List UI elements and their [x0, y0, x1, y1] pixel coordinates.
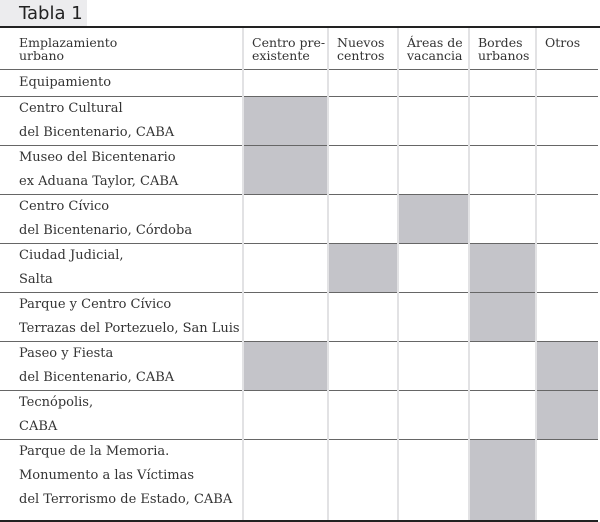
column-header-line: existente: [252, 48, 310, 63]
site-name-line: del Bicentenario, CABA: [19, 370, 175, 385]
site-name: [0, 146, 243, 195]
category-cell: [243, 244, 328, 293]
category-cell-marked: [243, 146, 328, 195]
site-name: [0, 195, 243, 244]
table-row: [0, 97, 598, 146]
site-name-line: CABA: [19, 419, 58, 434]
category-cell-marked: [243, 342, 328, 391]
category-cell: [398, 391, 469, 440]
category-cell: [243, 391, 328, 440]
site-name-line: Museo del Bicentenario: [19, 150, 176, 165]
site-name-line: Paseo y Fiesta: [19, 346, 114, 361]
site-name-line: Monumento a las Víctimas: [19, 468, 195, 483]
data-table: [0, 28, 598, 522]
category-cell-marked: [536, 391, 598, 440]
site-name-line: Tecnópolis,: [19, 395, 94, 410]
category-cell-marked: [536, 342, 598, 391]
category-cell: [536, 440, 598, 522]
column-header-line: Centro pre-: [252, 35, 326, 50]
site-name: [0, 293, 243, 342]
category-cell: [328, 97, 398, 146]
category-cell: [398, 293, 469, 342]
category-cell: [536, 293, 598, 342]
category-cell: [328, 342, 398, 391]
category-cell-marked: [398, 195, 469, 244]
site-name-line: del Bicentenario, CABA: [19, 125, 175, 140]
column-header-line: Otros: [545, 35, 581, 50]
column-header-line: urbanos: [478, 48, 530, 63]
category-cell: [243, 195, 328, 244]
site-name-line: del Bicentenario, Córdoba: [19, 223, 193, 238]
category-cell: [469, 146, 536, 195]
table-row: [0, 293, 598, 342]
table-row: [0, 244, 598, 293]
column-header-line: centros: [337, 48, 385, 63]
site-name: [0, 244, 243, 293]
site-name: [0, 440, 243, 522]
category-cell: [243, 440, 328, 522]
site-name-line: Parque de la Memoria.: [19, 444, 170, 459]
section-row: [0, 70, 598, 97]
site-name-line: Salta: [19, 272, 53, 287]
column-header-line: vacancia: [407, 48, 463, 63]
column-header-line: urbano: [19, 48, 65, 63]
header-row: [0, 28, 598, 70]
category-cell: [398, 97, 469, 146]
site-name-line: Centro Cívico: [19, 199, 110, 214]
site-name: [0, 391, 243, 440]
site-name: [0, 97, 243, 146]
site-name-line: ex Aduana Taylor, CABA: [19, 174, 179, 189]
column-header: [398, 28, 469, 70]
category-cell: [536, 195, 598, 244]
category-cell: [398, 440, 469, 522]
site-name: [0, 342, 243, 391]
category-cell: [328, 293, 398, 342]
table-row: [0, 342, 598, 391]
column-header-line: Nuevos: [337, 35, 385, 50]
category-cell: [536, 146, 598, 195]
site-name-line: del Terrorismo de Estado, CABA: [19, 492, 233, 507]
column-header: [469, 28, 536, 70]
table-row: [0, 391, 598, 440]
category-cell: [536, 97, 598, 146]
category-cell: [398, 342, 469, 391]
column-header: [0, 28, 243, 70]
site-name-line: Ciudad Judicial,: [19, 248, 124, 263]
category-cell: [328, 195, 398, 244]
table-row: [0, 146, 598, 195]
category-cell-marked: [469, 440, 536, 522]
category-cell: [243, 293, 328, 342]
category-cell-marked: [328, 244, 398, 293]
column-header: [536, 28, 598, 70]
category-cell: [469, 342, 536, 391]
category-cell: [536, 244, 598, 293]
category-cell: [328, 440, 398, 522]
column-header: [328, 28, 398, 70]
category-cell: [328, 146, 398, 195]
table-row: [0, 440, 598, 522]
category-cell: [328, 391, 398, 440]
category-cell: [398, 146, 469, 195]
site-name-line: Centro Cultural: [19, 101, 123, 116]
site-name-line: Parque y Centro Cívico: [19, 297, 172, 312]
category-cell: [469, 391, 536, 440]
category-cell: [398, 244, 469, 293]
column-header-line: Áreas de: [407, 35, 463, 50]
category-cell: [469, 97, 536, 146]
column-header-line: Emplazamiento: [19, 35, 118, 50]
section-label: Equipamiento: [0, 70, 243, 97]
table-row: [0, 195, 598, 244]
category-cell-marked: [243, 97, 328, 146]
column-header: [243, 28, 328, 70]
category-cell: [469, 195, 536, 244]
column-header-line: Bordes: [478, 35, 523, 50]
table-tab-label: Tabla 1: [0, 0, 87, 26]
category-cell-marked: [469, 244, 536, 293]
category-cell-marked: [469, 293, 536, 342]
site-name-line: Terrazas del Portezuelo, San Luis: [19, 321, 240, 336]
